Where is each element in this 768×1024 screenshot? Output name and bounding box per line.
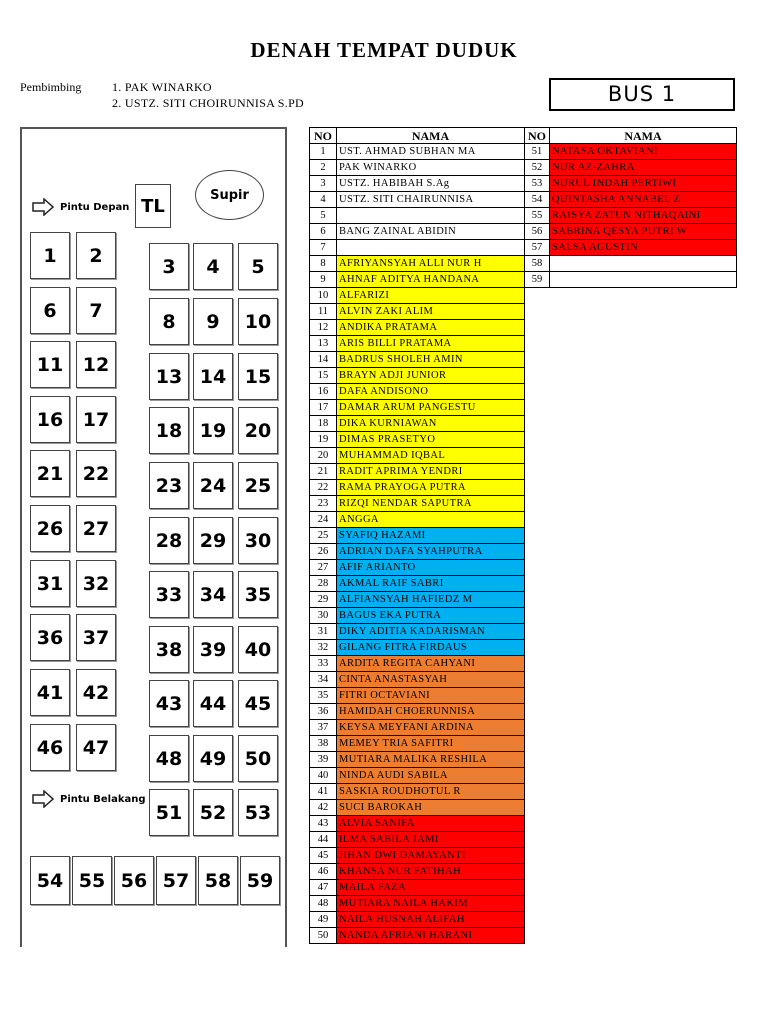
student-name: AFIF ARIANTO <box>337 560 525 576</box>
student-name: ANGGA <box>337 512 525 528</box>
row-number: 13 <box>310 336 337 352</box>
seat-14: 14 <box>193 353 233 400</box>
seat-51: 51 <box>149 789 189 836</box>
table-row <box>310 688 525 704</box>
student-name: MUHAMMAD IQBAL <box>337 448 525 464</box>
seat-1: 1 <box>30 232 70 279</box>
row-number: 50 <box>310 928 337 944</box>
row-number: 41 <box>310 784 337 800</box>
table-row <box>310 848 525 864</box>
seat-24: 24 <box>193 462 233 509</box>
row-number: 45 <box>310 848 337 864</box>
row-number: 36 <box>310 704 337 720</box>
table-row <box>310 928 525 944</box>
seat-28: 28 <box>149 517 189 564</box>
seat-6: 6 <box>30 287 70 334</box>
student-name: FITRI OCTAVIANI <box>337 688 525 704</box>
student-name: RIZQI NENDAR SAPUTRA <box>337 496 525 512</box>
table-row <box>525 208 737 224</box>
table-row <box>310 320 525 336</box>
table-row <box>310 832 525 848</box>
row-number: 1 <box>310 144 337 160</box>
bus-label: BUS 1 <box>549 78 735 111</box>
column-header-no: NO <box>525 128 550 144</box>
seat-21: 21 <box>30 450 70 497</box>
student-name: ILMA SABILA JAMI <box>337 832 525 848</box>
seat-20: 20 <box>238 407 278 454</box>
student-name: RAISYA ZATUN NITHAQAINI <box>550 208 737 224</box>
row-number: 56 <box>525 224 550 240</box>
student-name: HAMIDAH CHOERUNNISA <box>337 704 525 720</box>
seat-59: 59 <box>240 856 280 905</box>
student-name: ARIS BILLI PRATAMA <box>337 336 525 352</box>
table-row <box>310 640 525 656</box>
seat-44: 44 <box>193 680 233 727</box>
seat-56: 56 <box>114 856 154 905</box>
student-name: PAK WINARKO <box>337 160 525 176</box>
table-row <box>525 160 737 176</box>
table-row <box>310 464 525 480</box>
row-number: 22 <box>310 480 337 496</box>
student-name: MUTIARA MALIKA RESHILA <box>337 752 525 768</box>
seat-4: 4 <box>193 243 233 290</box>
student-name: BANG ZAINAL ABIDIN <box>337 224 525 240</box>
student-name: SABRINA QESYA PUTRI W <box>550 224 737 240</box>
seat-25: 25 <box>238 462 278 509</box>
seat-55: 55 <box>72 856 112 905</box>
table-row <box>310 704 525 720</box>
seat-42: 42 <box>76 669 116 716</box>
student-name: MUTIARA NAILA HAKIM <box>337 896 525 912</box>
row-number: 12 <box>310 320 337 336</box>
seat-48: 48 <box>149 735 189 782</box>
student-name: SASKIA ROUDHOTUL R <box>337 784 525 800</box>
seat-13: 13 <box>149 353 189 400</box>
row-number: 49 <box>310 912 337 928</box>
front-door-label: Pintu Depan <box>60 201 130 213</box>
student-name: DIKY ADITIA KADARISMAN <box>337 624 525 640</box>
student-name: NAILA HUSNAH ALIFAH <box>337 912 525 928</box>
table-row <box>310 512 525 528</box>
row-number: 31 <box>310 624 337 640</box>
student-name: SYAFIQ HAZAMI <box>337 528 525 544</box>
seat-37: 37 <box>76 614 116 661</box>
seat-26: 26 <box>30 505 70 552</box>
seat-36: 36 <box>30 614 70 661</box>
student-name: AFRIYANSYAH ALLI NUR H <box>337 256 525 272</box>
student-name: ALFIANSYAH HAFIEDZ M <box>337 592 525 608</box>
row-number: 33 <box>310 656 337 672</box>
row-number: 35 <box>310 688 337 704</box>
seat-49: 49 <box>193 735 233 782</box>
row-number: 55 <box>525 208 550 224</box>
table-row <box>310 416 525 432</box>
student-name: MAILA FAZA <box>337 880 525 896</box>
table-row <box>310 864 525 880</box>
student-name: AKMAL RAIF SABRI <box>337 576 525 592</box>
table-row <box>310 576 525 592</box>
student-name: RADIT APRIMA YENDRI <box>337 464 525 480</box>
student-name <box>550 256 737 272</box>
roster-table-right <box>524 127 737 288</box>
row-number: 8 <box>310 256 337 272</box>
rear-door <box>32 790 146 808</box>
row-number: 6 <box>310 224 337 240</box>
row-number: 23 <box>310 496 337 512</box>
table-row <box>310 800 525 816</box>
student-name: DAMAR ARUM PANGESTU <box>337 400 525 416</box>
row-number: 11 <box>310 304 337 320</box>
seat-40: 40 <box>238 626 278 673</box>
table-row <box>310 752 525 768</box>
row-number: 51 <box>525 144 550 160</box>
row-number: 42 <box>310 800 337 816</box>
row-number: 10 <box>310 288 337 304</box>
table-row <box>310 192 525 208</box>
table-row <box>310 304 525 320</box>
student-name: ARDITA REGITA CAHYANI <box>337 656 525 672</box>
seat-54: 54 <box>30 856 70 905</box>
seat-17: 17 <box>76 396 116 443</box>
seat-10: 10 <box>238 298 278 345</box>
row-number: 57 <box>525 240 550 256</box>
front-door <box>32 198 129 216</box>
row-number: 15 <box>310 368 337 384</box>
arrow-right-icon <box>32 198 54 216</box>
table-row <box>310 720 525 736</box>
student-name: ALVIA SANIFA <box>337 816 525 832</box>
seat-50: 50 <box>238 735 278 782</box>
seat-53: 53 <box>238 789 278 836</box>
pembimbing-name-1: 1. PAK WINARKO <box>112 80 212 94</box>
table-row <box>310 560 525 576</box>
table-row <box>310 336 525 352</box>
student-name: ALFARIZI <box>337 288 525 304</box>
table-row <box>310 256 525 272</box>
table-row <box>310 528 525 544</box>
table-row <box>310 768 525 784</box>
row-number: 26 <box>310 544 337 560</box>
student-name: SUCI BAROKAH <box>337 800 525 816</box>
table-row <box>525 272 737 288</box>
table-row <box>525 256 737 272</box>
row-number: 38 <box>310 736 337 752</box>
table-row <box>310 880 525 896</box>
table-row <box>310 272 525 288</box>
student-name: CINTA ANASTASYAH <box>337 672 525 688</box>
pembimbing-label: Pembimbing <box>20 80 82 94</box>
student-name: DIMAS PRASETYO <box>337 432 525 448</box>
student-name: UST. AHMAD SUBHAN MA <box>337 144 525 160</box>
row-number: 16 <box>310 384 337 400</box>
table-row <box>310 896 525 912</box>
row-number: 32 <box>310 640 337 656</box>
student-name: NUR AZ-ZAHRA <box>550 160 737 176</box>
driver-seat: Supir <box>195 170 264 220</box>
seat-2: 2 <box>76 232 116 279</box>
table-row <box>310 144 525 160</box>
student-name: DIKA KURNIAWAN <box>337 416 525 432</box>
seat-35: 35 <box>238 571 278 618</box>
table-row <box>310 480 525 496</box>
row-number: 29 <box>310 592 337 608</box>
seat-27: 27 <box>76 505 116 552</box>
table-row <box>525 224 737 240</box>
student-name: KHANSA NUR FATIHAH <box>337 864 525 880</box>
student-name: QUINTASHA ANNABEL Z <box>550 192 737 208</box>
table-row <box>310 624 525 640</box>
row-number: 2 <box>310 160 337 176</box>
seat-38: 38 <box>149 626 189 673</box>
tour-leader-seat: TL <box>135 184 171 228</box>
student-name: DAFA ANDISONO <box>337 384 525 400</box>
student-name: USTZ. HABIBAH S.Ag <box>337 176 525 192</box>
column-header-name: NAMA <box>337 128 525 144</box>
table-row <box>525 176 737 192</box>
seat-46: 46 <box>30 724 70 771</box>
row-number: 19 <box>310 432 337 448</box>
table-row <box>525 240 737 256</box>
row-number: 34 <box>310 672 337 688</box>
seat-23: 23 <box>149 462 189 509</box>
table-row <box>310 608 525 624</box>
student-name: BAGUS EKA PUTRA <box>337 608 525 624</box>
seat-9: 9 <box>193 298 233 345</box>
row-number: 43 <box>310 816 337 832</box>
row-number: 24 <box>310 512 337 528</box>
student-name: BRAYN ADJI JUNIOR <box>337 368 525 384</box>
table-row <box>525 144 737 160</box>
row-number: 27 <box>310 560 337 576</box>
seat-58: 58 <box>198 856 238 905</box>
student-name: NINDA AUDI SABILA <box>337 768 525 784</box>
table-row <box>310 368 525 384</box>
row-number: 39 <box>310 752 337 768</box>
table-row <box>310 496 525 512</box>
seat-18: 18 <box>149 407 189 454</box>
table-row <box>310 816 525 832</box>
table-row <box>310 736 525 752</box>
table-row <box>310 352 525 368</box>
row-number: 54 <box>525 192 550 208</box>
seat-12: 12 <box>76 341 116 388</box>
student-name: RAMA PRAYOGA PUTRA <box>337 480 525 496</box>
table-row <box>310 592 525 608</box>
seat-47: 47 <box>76 724 116 771</box>
row-number: 58 <box>525 256 550 272</box>
student-name: ANDIKA PRATAMA <box>337 320 525 336</box>
table-row <box>310 208 525 224</box>
table-row <box>310 240 525 256</box>
row-number: 9 <box>310 272 337 288</box>
student-name: KEYSA MEYFANI ARDINA <box>337 720 525 736</box>
seat-34: 34 <box>193 571 233 618</box>
row-number: 30 <box>310 608 337 624</box>
student-name <box>550 272 737 288</box>
seat-15: 15 <box>238 353 278 400</box>
seat-32: 32 <box>76 560 116 607</box>
seat-43: 43 <box>149 680 189 727</box>
seat-22: 22 <box>76 450 116 497</box>
seat-7: 7 <box>76 287 116 334</box>
seat-19: 19 <box>193 407 233 454</box>
row-number: 17 <box>310 400 337 416</box>
column-header-no: NO <box>310 128 337 144</box>
student-name: MEMEY TRIA SAFITRI <box>337 736 525 752</box>
rear-door-label: Pintu Belakang <box>60 793 146 805</box>
seat-33: 33 <box>149 571 189 618</box>
table-row <box>310 784 525 800</box>
seat-57: 57 <box>156 856 196 905</box>
row-number: 46 <box>310 864 337 880</box>
row-number: 59 <box>525 272 550 288</box>
row-number: 18 <box>310 416 337 432</box>
row-number: 3 <box>310 176 337 192</box>
table-row <box>310 384 525 400</box>
table-row <box>310 288 525 304</box>
student-name: SALSA AGUSTIN <box>550 240 737 256</box>
seat-41: 41 <box>30 669 70 716</box>
student-name: ALVIN ZAKI ALIM <box>337 304 525 320</box>
student-name <box>337 208 525 224</box>
row-number: 25 <box>310 528 337 544</box>
seat-5: 5 <box>238 243 278 290</box>
row-number: 37 <box>310 720 337 736</box>
student-name: JIHAN DWI DAMAYANTI <box>337 848 525 864</box>
student-name: NATASA OKTAVIANI <box>550 144 737 160</box>
row-number: 5 <box>310 208 337 224</box>
row-number: 48 <box>310 896 337 912</box>
row-number: 20 <box>310 448 337 464</box>
seat-8: 8 <box>149 298 189 345</box>
table-row <box>310 448 525 464</box>
table-row <box>310 544 525 560</box>
seat-16: 16 <box>30 396 70 443</box>
seat-52: 52 <box>193 789 233 836</box>
row-number: 53 <box>525 176 550 192</box>
table-row <box>310 672 525 688</box>
row-number: 14 <box>310 352 337 368</box>
row-number: 47 <box>310 880 337 896</box>
pembimbing-name-2: 2. USTZ. SITI CHOIRUNNISA S.PD <box>112 96 305 110</box>
table-row <box>310 176 525 192</box>
student-name: AHNAF ADITYA HANDANA <box>337 272 525 288</box>
student-name: NURUL INDAH PERTIWI <box>550 176 737 192</box>
student-name: USTZ. SITI CHAIRUNNISA <box>337 192 525 208</box>
seat-45: 45 <box>238 680 278 727</box>
seat-11: 11 <box>30 341 70 388</box>
student-name <box>337 240 525 256</box>
row-number: 28 <box>310 576 337 592</box>
roster-table-left <box>309 127 525 944</box>
table-row <box>525 192 737 208</box>
page-title: DENAH TEMPAT DUDUK <box>250 38 518 62</box>
row-number: 4 <box>310 192 337 208</box>
table-row <box>310 160 525 176</box>
student-name: NANDA AFRIANI HARANI <box>337 928 525 944</box>
row-number: 44 <box>310 832 337 848</box>
seat-31: 31 <box>30 560 70 607</box>
table-row <box>310 224 525 240</box>
row-number: 52 <box>525 160 550 176</box>
seat-30: 30 <box>238 517 278 564</box>
student-name: GILANG FITRA FIRDAUS <box>337 640 525 656</box>
table-row <box>310 432 525 448</box>
table-row <box>310 400 525 416</box>
seat-29: 29 <box>193 517 233 564</box>
row-number: 40 <box>310 768 337 784</box>
seat-3: 3 <box>149 243 189 290</box>
row-number: 7 <box>310 240 337 256</box>
column-header-name: NAMA <box>550 128 737 144</box>
arrow-right-icon <box>32 790 54 808</box>
row-number: 21 <box>310 464 337 480</box>
table-row <box>310 656 525 672</box>
table-row <box>310 912 525 928</box>
seat-39: 39 <box>193 626 233 673</box>
student-name: ADRIAN DAFA SYAHPUTRA <box>337 544 525 560</box>
student-name: BADRUS SHOLEH AMIN <box>337 352 525 368</box>
